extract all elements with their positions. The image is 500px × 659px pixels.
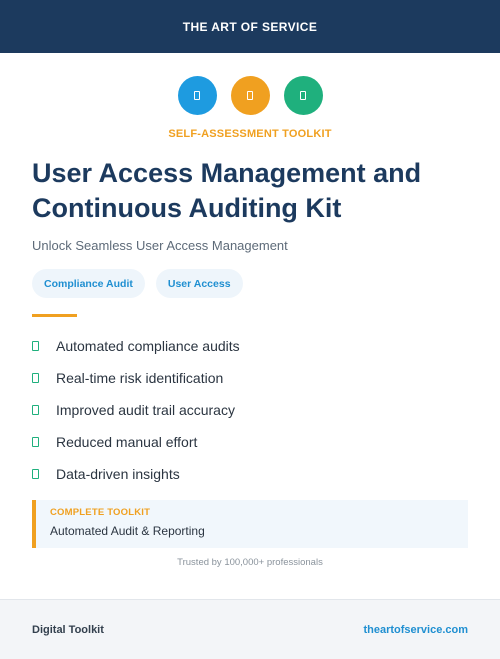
tag-user-access[interactable]: User Access (156, 269, 243, 298)
list-item (32, 362, 468, 394)
check-icon (32, 405, 39, 415)
toolkit-callout (32, 500, 468, 548)
document-icon (178, 76, 217, 115)
list-item (32, 426, 468, 458)
check-icon (32, 373, 39, 383)
list-item (32, 330, 468, 362)
brand-title: THE ART OF SERVICE (182, 19, 318, 34)
footer-bar (0, 599, 500, 659)
callout-text: Automated Audit & Reporting (50, 524, 205, 538)
check-icon (32, 341, 39, 351)
check-icon (32, 469, 39, 479)
callout-label: COMPLETE TOOLKIT (50, 507, 151, 518)
accent-divider (32, 314, 77, 317)
feature-text: Automated compliance audits (56, 338, 240, 354)
page-subtitle: Unlock Seamless User Access Management (32, 238, 288, 253)
header-bar (0, 0, 500, 53)
list-item (32, 458, 468, 490)
list-item (32, 394, 468, 426)
feature-text: Improved audit trail accuracy (56, 402, 235, 418)
footer-link[interactable]: theartofservice.com (363, 623, 468, 636)
kicker-label: SELF-ASSESSMENT TOOLKIT (168, 128, 332, 140)
tag-list (32, 269, 243, 298)
feature-text: Reduced manual effort (56, 434, 198, 450)
trusted-note: Trusted by 100,000+ professionals (177, 557, 323, 568)
feature-text: Data-driven insights (56, 466, 180, 482)
icon-row (0, 76, 500, 115)
check-icon (32, 437, 39, 447)
feature-text: Real-time risk identification (56, 370, 224, 386)
tag-compliance-audit[interactable]: Compliance Audit (32, 269, 145, 298)
footer-label: Digital Toolkit (32, 623, 104, 636)
feature-list (32, 330, 468, 490)
document-icon (284, 76, 323, 115)
document-icon (231, 76, 270, 115)
page-title: User Access Management and Continuous Auditing Kit (32, 158, 422, 223)
